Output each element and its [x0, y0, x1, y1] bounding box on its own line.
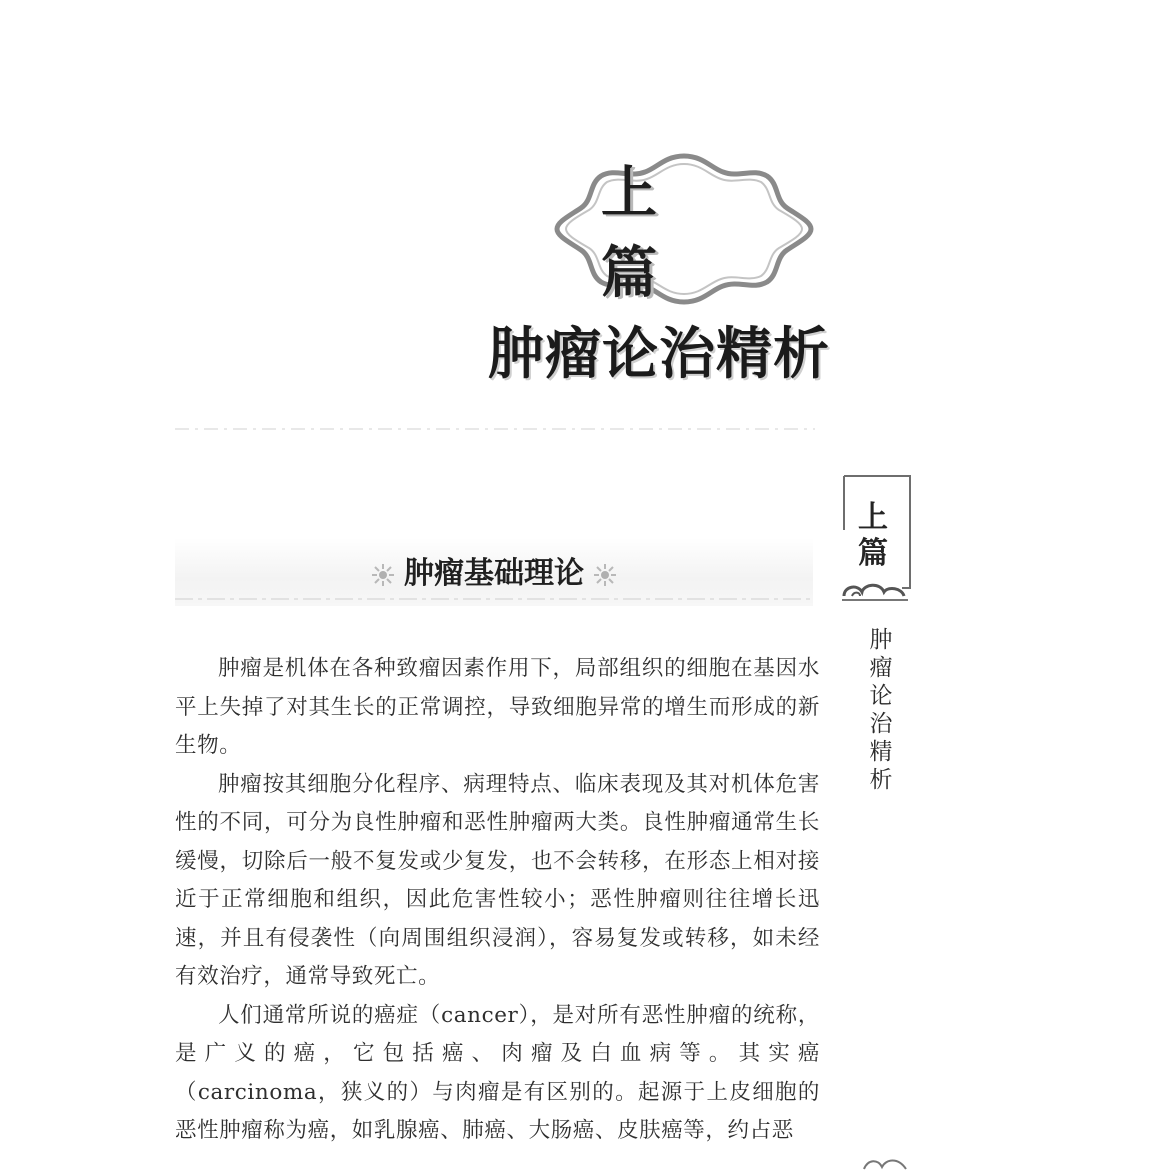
side-title-char: 肿	[869, 627, 893, 653]
body-text	[175, 650, 820, 1151]
decorative-rule	[175, 424, 815, 434]
paragraph: 肿瘤按其细胞分化程序、病理特点、临床表现及其对机体危害性的不同，可分为良性肿瘤和恶性肿瘤两大类。良性肿瘤通常生长缓慢，切除后一般不复发或少复发，也不会转移，在形态上相对接近于正常细胞和组织，因此危害性较小；恶性肿瘤则往往增长迅速，并且有侵袭性（向周围组织浸润），容易复发或转移，如未经有效治疗，通常导致死亡。	[175, 771, 820, 989]
side-tab-label-bottom: 篇	[858, 536, 888, 571]
part-title: 肿瘤论治精析	[488, 321, 830, 387]
paragraph: 肿瘤是机体在各种致瘤因素作用下，局部组织的细胞在基因水平上失掉了对其生长的正常调控，导致细胞异常的增生而形成的新生物。	[175, 656, 820, 758]
side-tab-label-top: 上	[858, 500, 888, 535]
cloud-ornament-icon	[862, 1155, 912, 1171]
part-badge	[553, 150, 815, 308]
section-heading	[175, 548, 813, 592]
flower-ornament-icon	[370, 562, 396, 588]
side-vertical-title	[866, 626, 896, 794]
decorative-rule	[175, 594, 815, 604]
side-title-char: 精	[869, 739, 893, 765]
flower-ornament-icon	[592, 562, 618, 588]
side-title-char: 治	[869, 711, 893, 737]
paragraph: 人们通常所说的癌症（cancer），是对所有恶性肿瘤的统称，是广义的癌，它包括癌、肉瘤及白血病等。其实癌（carcinoma，狭义的）与肉瘤是有区别的。起源于上皮细胞的恶性肿瘤称为癌，如乳腺癌、肺癌、大肠癌、皮肤癌等，约占恶	[175, 1002, 820, 1143]
cloud-scroll-icon	[840, 578, 910, 608]
side-title-char: 瘤	[869, 655, 893, 681]
side-title-char: 论	[869, 683, 893, 709]
section-heading-text: 肿瘤基础理论	[404, 556, 584, 591]
part-badge-label: 上 篇	[601, 160, 705, 306]
side-title-char: 析	[869, 767, 893, 793]
